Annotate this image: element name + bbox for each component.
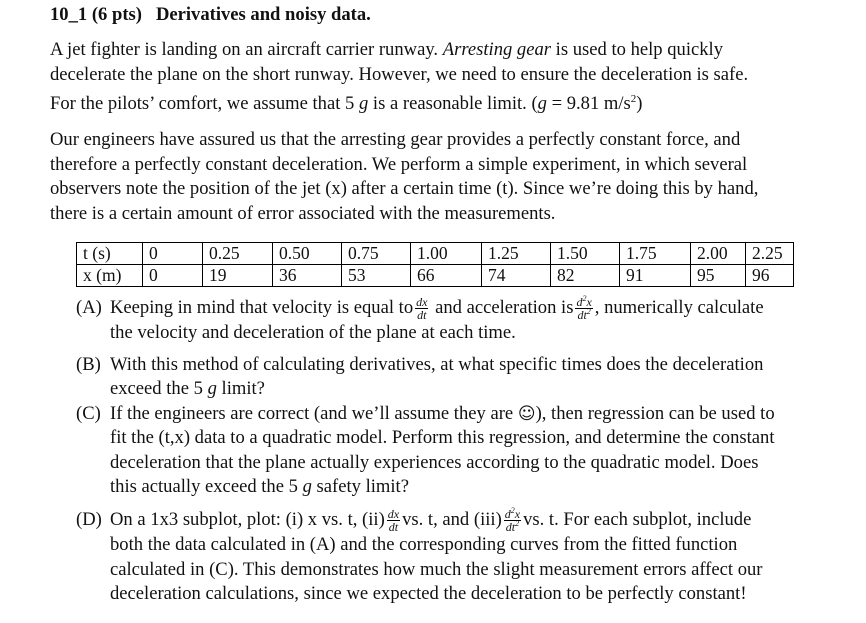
arresting-gear-term: Arresting gear (442, 39, 552, 60)
table-cell: 74 (482, 265, 551, 287)
table-cell: 1.00 (411, 243, 482, 265)
table-cell: 96 (746, 265, 794, 287)
d2x-dt2-fraction: $\frac{d^2x}{dt^2}$ (504, 506, 521, 535)
question-c-label: (C) (76, 403, 101, 424)
table-cell: 2.00 (691, 243, 746, 265)
table-cell: t (s) (77, 243, 143, 265)
d2x-dt2-fraction: $\frac{d^2x}{dt^2}$ (576, 294, 592, 323)
question-d-line-1: On a 1x3 subplot, plot: (i) x vs. t, (ii) $\frac{dx}{dt}$ vs. t, and (iii) $\frac{d^2x}{dt^2}$ vs. t. For each subplot, include (110, 506, 752, 535)
question-d-line-2: both the data calculated in (A) and the corresponding curves from the fitted function (110, 534, 738, 556)
dx-dt-fraction: $\frac{dx}{dt}$ (416, 295, 428, 323)
experiment-line-4: there is a certain amount of error associated with the measurements. (50, 202, 556, 224)
measurement-table (76, 242, 794, 287)
intro-paragraph (50, 38, 840, 117)
intro-line-1: A jet fighter is landing on an aircraft carrier runway. Arresting gear is used to help quickly (50, 39, 724, 60)
table-cell: 0.75 (342, 243, 411, 265)
question-b (76, 353, 846, 402)
experiment-paragraph (50, 128, 840, 226)
problem-number: 10_1 (6 pts) (50, 4, 142, 25)
table-cell: 1.25 (482, 243, 551, 265)
smiley-icon: ☺ (517, 404, 536, 424)
table-cell: 1.50 (551, 243, 620, 265)
table-cell: 0 (143, 265, 203, 287)
table-cell: 82 (551, 265, 620, 287)
question-a-line-1: Keeping in mind that velocity is equal to $\frac{dx}{dt}$ and acceleration is $\frac{d^2x}{dt^2}$ , numerically calculate (110, 294, 764, 323)
question-b-line-2: exceed the 5 g limit? (110, 378, 265, 400)
question-c-line-3: deceleration that the plane actually experiences according to the quadratic model. Does (110, 451, 759, 473)
problem-title (50, 4, 371, 26)
table-cell: 0 (143, 243, 203, 265)
experiment-line-1: Our engineers have assured us that the arresting gear provides a perfectly constant force, and (50, 129, 741, 150)
dx-dt-fraction: $\frac{dx}{dt}$ (387, 507, 400, 535)
question-a-line-2: the velocity and deceleration of the plane at each time. (110, 322, 516, 344)
table-cell: 95 (691, 265, 746, 287)
intro-line-2: decelerate the plane on the short runway. However, we need to ensure the deceleration is safe. (50, 63, 749, 85)
table-cell: 91 (620, 265, 691, 287)
question-a (76, 296, 846, 346)
experiment-line-2: therefore a perfectly constant deceleration. We perform a simple experiment, in which several (50, 153, 748, 175)
question-c (76, 402, 846, 499)
experiment-line-3: observers note the position of the jet (x) after a certain time (t). Since we’re doing this by hand, (50, 178, 759, 199)
question-d-line-4: deceleration calculations, since we expected the deceleration to be perfectly constant! (110, 582, 747, 604)
table-cell: 53 (342, 265, 411, 287)
intro-line-3: For the pilots’ comfort, we assume that 5 g is a reasonable limit. (g = 9.81 $m/s^2$) (50, 93, 643, 115)
question-b-label: (B) (76, 354, 101, 375)
table-cell: 0.25 (203, 243, 273, 265)
question-c-line-1: If the engineers are correct (and we’ll assume they are ☺), then regression can be used to (110, 403, 775, 424)
table-cell: 66 (411, 265, 482, 287)
table-cell: 19 (203, 265, 273, 287)
table-cell: 1.75 (620, 243, 691, 265)
table-row-position (77, 265, 794, 287)
problem-heading: Derivatives and noisy data. (155, 4, 371, 25)
table-cell: 0.50 (273, 243, 342, 265)
table-cell: x (m) (77, 265, 143, 287)
question-d-label: (D) (76, 509, 102, 530)
question-d-line-3: calculated in (C). This demonstrates how much the slight measurement errors affect our (110, 558, 763, 580)
table-cell: 2.25 (746, 243, 794, 265)
question-b-line-1: With this method of calculating derivatives, at what specific times does the deceleration (110, 354, 764, 375)
question-d (76, 508, 846, 606)
question-c-line-4: this actually exceed the 5 g safety limit? (110, 475, 409, 497)
question-a-label: (A) (76, 297, 102, 318)
table-row-time (77, 243, 794, 265)
table-cell: 36 (273, 265, 342, 287)
question-c-line-2: fit the (t,x) data to a quadratic model. Perform this regression, and determine the constant (110, 427, 775, 449)
